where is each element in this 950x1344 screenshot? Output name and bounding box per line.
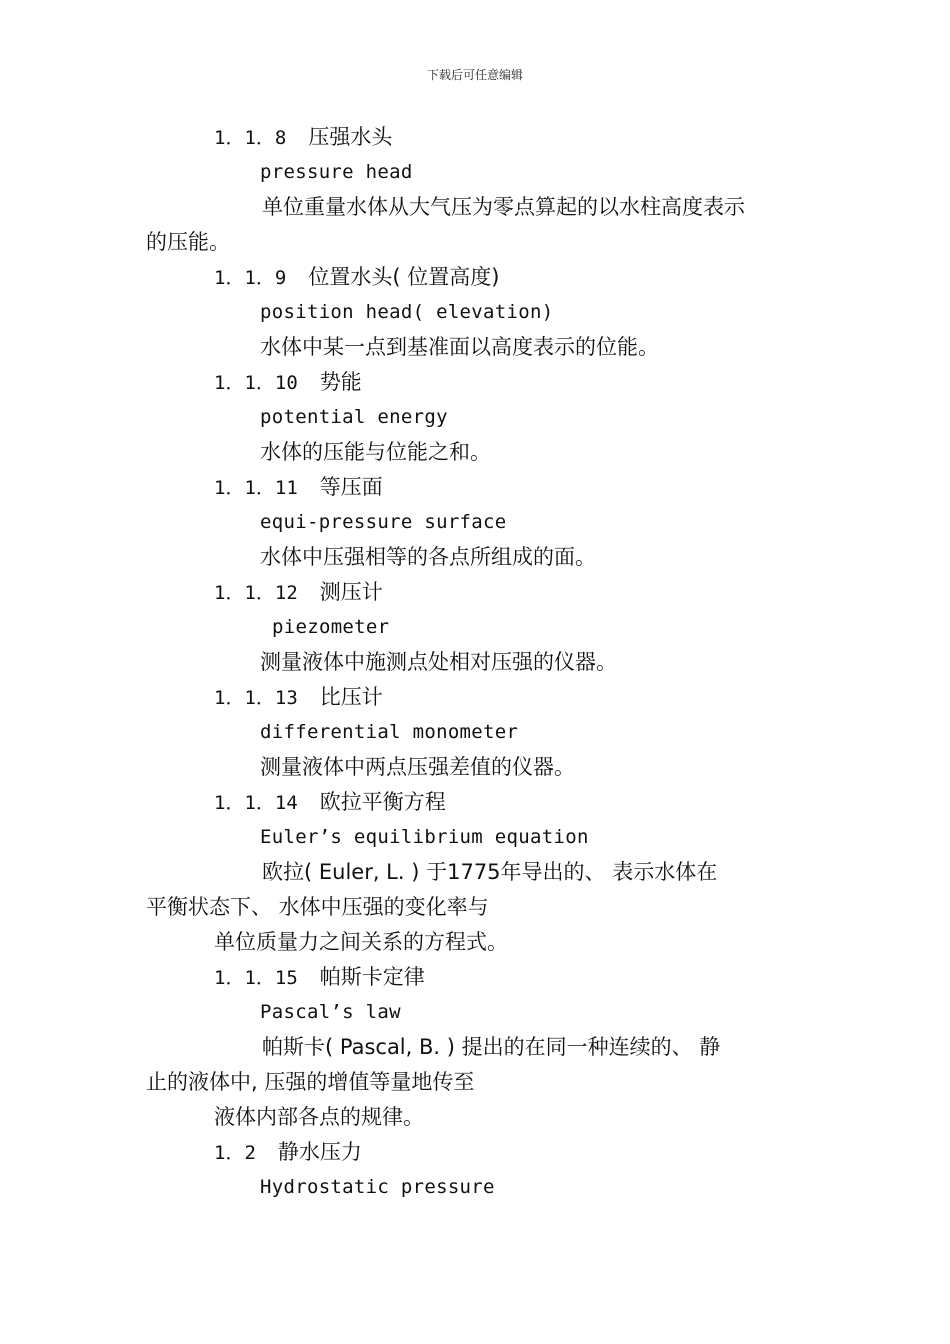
definition-text: 水体的压能与位能之和。 bbox=[260, 440, 491, 464]
definition-text: 止的液体中, 压强的增值等量地传至 bbox=[146, 1070, 475, 1094]
section-heading bbox=[214, 579, 383, 606]
section-number: 1．1．8 bbox=[214, 127, 287, 149]
english-term: Hydrostatic pressure bbox=[260, 1176, 495, 1198]
section-heading bbox=[214, 1139, 362, 1166]
page-header: 下载后可任意编辑 bbox=[426, 68, 523, 82]
section-term: 测压计 bbox=[319, 580, 383, 604]
english-term: differential monometer bbox=[260, 721, 519, 743]
definition-text: 水体中某一点到基准面以高度表示的位能。 bbox=[260, 335, 659, 359]
section-number: 1．1．13 bbox=[214, 687, 298, 709]
section-number: 1．2 bbox=[214, 1142, 256, 1164]
section-term: 位置水头( 位置高度) bbox=[308, 265, 500, 289]
section-number: 1．1．14 bbox=[214, 792, 298, 814]
definition-text: 平衡状态下、 水体中压强的变化率与 bbox=[146, 895, 489, 919]
section-number: 1．1．9 bbox=[214, 267, 287, 289]
english-term: piezometer bbox=[272, 616, 390, 638]
section-heading bbox=[214, 789, 446, 816]
definition-text: 的压能。 bbox=[146, 230, 230, 254]
definition-text: 单位重量水体从大气压为零点算起的以水柱高度表示 bbox=[262, 195, 745, 219]
section-term: 静水压力 bbox=[277, 1140, 362, 1164]
section-term: 压强水头 bbox=[308, 125, 393, 149]
section-number: 1．1．12 bbox=[214, 582, 298, 604]
section-heading bbox=[214, 124, 392, 151]
definition-text: 帕斯卡( Pascal, B. ) 提出的在同一种连续的、 静 bbox=[262, 1035, 721, 1059]
english-term: Pascal’s law bbox=[260, 1001, 401, 1023]
section-term: 帕斯卡定律 bbox=[319, 965, 425, 989]
section-heading bbox=[214, 684, 383, 711]
definition-text: 欧拉( Euler, L. ) 于1775年导出的、 表示水体在 bbox=[262, 860, 718, 884]
definition-text: 测量液体中两点压强差值的仪器。 bbox=[260, 755, 575, 779]
section-term: 欧拉平衡方程 bbox=[319, 790, 446, 814]
section-term: 比压计 bbox=[319, 685, 383, 709]
section-number: 1．1．15 bbox=[214, 967, 298, 989]
english-term: Euler’s equilibrium equation bbox=[260, 826, 589, 848]
english-term: pressure head bbox=[260, 161, 413, 183]
english-term: position head( elevation) bbox=[260, 301, 554, 323]
section-term: 等压面 bbox=[319, 475, 383, 499]
definition-text: 液体内部各点的规律。 bbox=[214, 1105, 424, 1129]
section-heading bbox=[214, 369, 362, 396]
section-heading bbox=[214, 264, 499, 291]
definition-text: 单位质量力之间关系的方程式。 bbox=[214, 930, 508, 954]
section-heading bbox=[214, 474, 383, 501]
section-number: 1．1．11 bbox=[214, 477, 298, 499]
section-heading bbox=[214, 964, 425, 991]
english-term: potential energy bbox=[260, 406, 448, 428]
definition-text: 水体中压强相等的各点所组成的面。 bbox=[260, 545, 596, 569]
section-number: 1．1．10 bbox=[214, 372, 298, 394]
english-term: equi-pressure surface bbox=[260, 511, 507, 533]
definition-text: 测量液体中施测点处相对压强的仪器。 bbox=[260, 650, 617, 674]
section-term: 势能 bbox=[319, 370, 362, 394]
